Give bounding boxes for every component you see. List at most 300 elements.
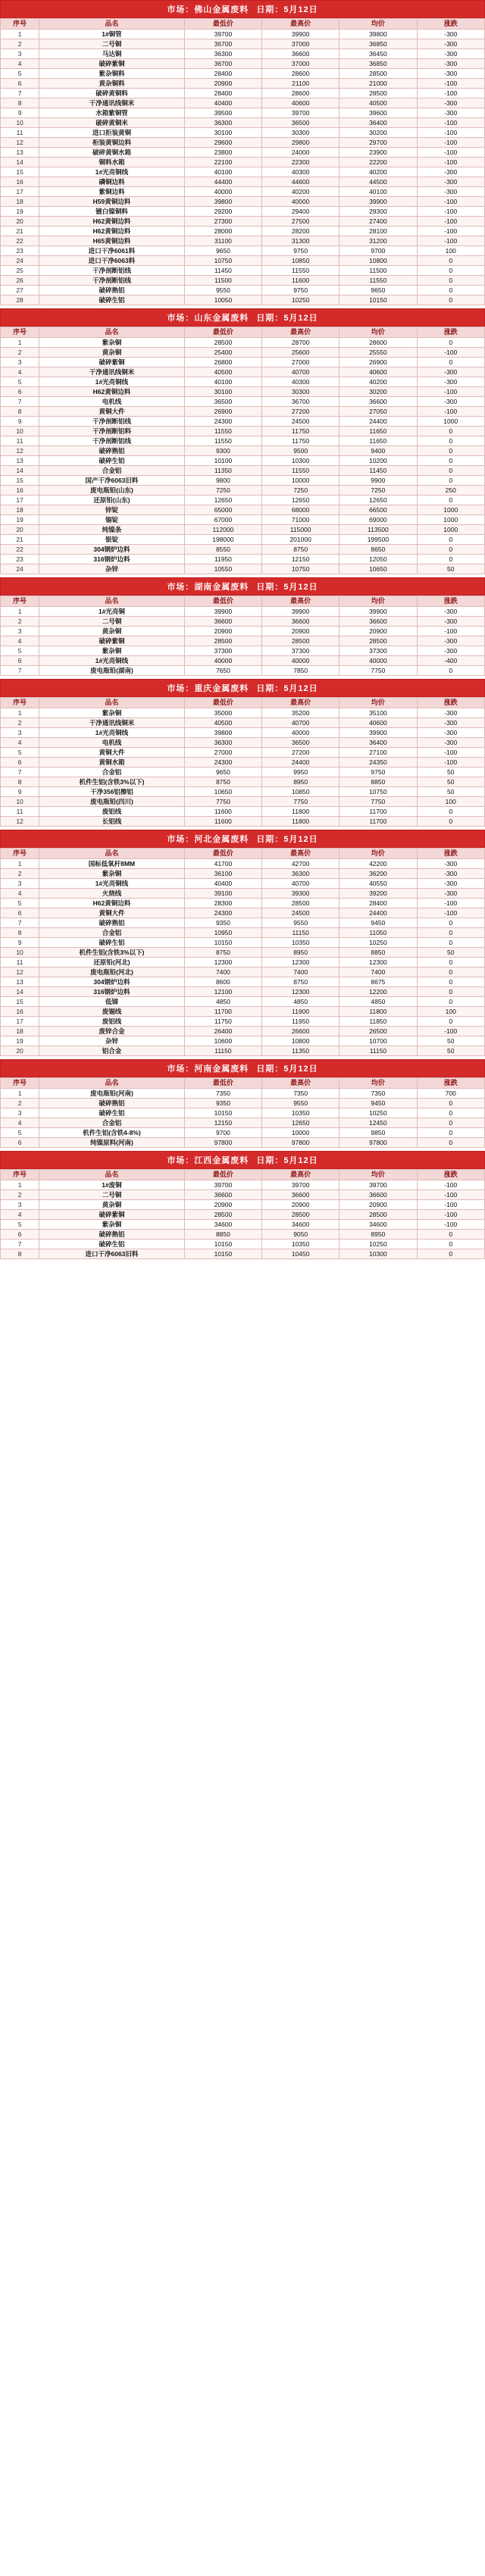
cell-low: 20900 <box>184 627 261 636</box>
cell-avg: 10650 <box>340 564 417 574</box>
cell-avg: 97800 <box>340 1138 417 1148</box>
date-value: 5月12日 <box>283 583 318 592</box>
cell-low: 11550 <box>184 436 261 446</box>
cell-name: 柜装黄铜边料 <box>39 138 185 148</box>
cell-chg: -300 <box>417 728 485 738</box>
cell-name: 破碎生铝 <box>39 1240 185 1249</box>
cell-idx: 8 <box>1 928 39 938</box>
cell-high: 31300 <box>262 236 340 246</box>
cell-name: 破碎熟铝 <box>39 286 185 295</box>
table-row <box>1 348 485 358</box>
cell-name: 合金铝 <box>39 928 185 938</box>
table-row <box>1 1138 485 1148</box>
table-row <box>1 338 485 348</box>
cell-chg: -100 <box>417 79 485 89</box>
cell-chg: -300 <box>417 879 485 889</box>
cell-high: 11600 <box>262 276 340 286</box>
market-name: 佛山金属废料 <box>194 5 249 14</box>
table-row <box>1 1200 485 1210</box>
cell-chg: -300 <box>417 607 485 617</box>
cell-high: 10250 <box>262 295 340 305</box>
cell-name: 黄铜大件 <box>39 908 185 918</box>
table-row <box>1 899 485 908</box>
cell-avg: 34600 <box>340 1220 417 1230</box>
market-section <box>0 1151 485 1259</box>
price-table <box>0 18 485 305</box>
cell-chg: 0 <box>417 1108 485 1118</box>
cell-avg: 35100 <box>340 708 417 718</box>
cell-name: 二号铜 <box>39 1190 185 1200</box>
cell-high: 4850 <box>262 997 340 1007</box>
cell-name: 二号铜 <box>39 617 185 627</box>
cell-name: 火烧线 <box>39 889 185 899</box>
cell-idx: 3 <box>1 1200 39 1210</box>
cell-avg: 39200 <box>340 889 417 899</box>
cell-name: 破碎生铝 <box>39 938 185 948</box>
cell-low: 9650 <box>184 246 261 256</box>
column-header: 最低价 <box>184 19 261 30</box>
cell-chg: 0 <box>417 938 485 948</box>
cell-name: 破碎黄铜米 <box>39 118 185 128</box>
table-row <box>1 276 485 286</box>
table-row <box>1 889 485 899</box>
cell-high: 36600 <box>262 1190 340 1200</box>
cell-name: 黄铜水箱 <box>39 758 185 767</box>
cell-avg: 10250 <box>340 938 417 948</box>
cell-low: 23800 <box>184 148 261 158</box>
cell-avg: 8650 <box>340 545 417 555</box>
table-row <box>1 236 485 246</box>
cell-chg: -300 <box>417 617 485 627</box>
cell-name: 1#光亮铜线 <box>39 879 185 889</box>
cell-name: 紫杂铜 <box>39 708 185 718</box>
cell-idx: 7 <box>1 918 39 928</box>
table-row <box>1 167 485 177</box>
cell-low: 12650 <box>184 496 261 505</box>
cell-low: 30100 <box>184 387 261 397</box>
cell-low: 40000 <box>184 187 261 197</box>
column-header: 涨跌 <box>417 1078 485 1089</box>
table-row <box>1 505 485 515</box>
cell-avg: 36600 <box>340 397 417 407</box>
cell-name: 1#铜管 <box>39 30 185 39</box>
market-label: 市场： <box>167 835 195 844</box>
cell-chg: -300 <box>417 167 485 177</box>
cell-name: 废电瓶铅(山东) <box>39 486 185 496</box>
table-row <box>1 797 485 807</box>
cell-name: 紫杂铜料 <box>39 69 185 79</box>
market-section <box>0 577 485 676</box>
cell-idx: 4 <box>1 889 39 899</box>
cell-name: 破碎黄铜料 <box>39 89 185 98</box>
cell-name: 低锑 <box>39 997 185 1007</box>
cell-idx: 8 <box>1 407 39 417</box>
cell-low: 7350 <box>184 1089 261 1099</box>
cell-avg: 27100 <box>340 748 417 758</box>
column-header: 均价 <box>340 849 417 859</box>
cell-high: 40000 <box>262 728 340 738</box>
cell-name: 银锭 <box>39 535 185 545</box>
cell-avg: 22200 <box>340 158 417 167</box>
table-row <box>1 987 485 997</box>
cell-chg: -300 <box>417 30 485 39</box>
table-row <box>1 627 485 636</box>
cell-high: 20900 <box>262 627 340 636</box>
table-row <box>1 1220 485 1230</box>
cell-high: 39300 <box>262 889 340 899</box>
column-header: 最高价 <box>262 596 340 607</box>
table-row <box>1 98 485 108</box>
table-row <box>1 738 485 748</box>
table-row <box>1 787 485 797</box>
cell-name: 干净剖断铝线 <box>39 436 185 446</box>
table-row <box>1 69 485 79</box>
cell-chg: 0 <box>417 466 485 476</box>
cell-high: 40700 <box>262 367 340 377</box>
table-row <box>1 928 485 938</box>
cell-chg: 0 <box>417 968 485 977</box>
cell-chg: 0 <box>417 476 485 486</box>
table-row <box>1 407 485 417</box>
cell-name: 304钢炉边料 <box>39 545 185 555</box>
table-row <box>1 545 485 555</box>
market-title <box>0 830 485 848</box>
cell-name: 废电瓶铅(河南) <box>39 1089 185 1099</box>
cell-name: 紫杂铜 <box>39 646 185 656</box>
cell-name: 磷铜边料 <box>39 177 185 187</box>
cell-avg: 40100 <box>340 187 417 197</box>
cell-avg: 28500 <box>340 1210 417 1220</box>
cell-high: 201000 <box>262 535 340 545</box>
table-row <box>1 466 485 476</box>
cell-idx: 4 <box>1 1210 39 1220</box>
price-table <box>0 327 485 574</box>
column-header: 品名 <box>39 698 185 708</box>
cell-chg: 50 <box>417 1046 485 1056</box>
cell-name: 破碎生铝 <box>39 295 185 305</box>
table-row <box>1 39 485 49</box>
cell-chg: 100 <box>417 246 485 256</box>
cell-name: 合金铝 <box>39 767 185 777</box>
table-row <box>1 1108 485 1118</box>
table-row <box>1 377 485 387</box>
cell-avg: 39600 <box>340 108 417 118</box>
cell-chg: -100 <box>417 1200 485 1210</box>
market-name: 重庆金属废料 <box>194 684 249 693</box>
cell-idx: 7 <box>1 1240 39 1249</box>
cell-name: 进口干净6063料 <box>39 256 185 266</box>
market-label: 市场： <box>167 583 195 592</box>
cell-chg: 0 <box>417 1118 485 1128</box>
cell-avg: 11700 <box>340 817 417 827</box>
cell-high: 11800 <box>262 817 340 827</box>
date-value: 5月12日 <box>283 5 318 14</box>
cell-idx: 8 <box>1 777 39 787</box>
cell-high: 28200 <box>262 227 340 236</box>
cell-avg: 11700 <box>340 807 417 817</box>
cell-avg: 12300 <box>340 958 417 968</box>
cell-high: 7850 <box>262 666 340 676</box>
table-row <box>1 767 485 777</box>
cell-name: 破碎紫铜 <box>39 358 185 367</box>
cell-chg: -300 <box>417 98 485 108</box>
cell-name: 1#光亮铜线 <box>39 377 185 387</box>
table-row <box>1 1007 485 1017</box>
cell-high: 8950 <box>262 948 340 958</box>
table-row <box>1 128 485 138</box>
cell-high: 12650 <box>262 496 340 505</box>
cell-avg: 39900 <box>340 728 417 738</box>
cell-low: 39900 <box>184 607 261 617</box>
table-header-row <box>1 327 485 338</box>
cell-avg: 8850 <box>340 948 417 958</box>
cell-chg: -100 <box>417 236 485 246</box>
table-row <box>1 525 485 535</box>
market-section <box>0 0 485 305</box>
cell-avg: 24400 <box>340 908 417 918</box>
cell-idx: 4 <box>1 59 39 69</box>
cell-chg: -100 <box>417 217 485 227</box>
cell-chg: 50 <box>417 1036 485 1046</box>
cell-high: 42700 <box>262 859 340 869</box>
cell-name: 破碎紫铜 <box>39 1210 185 1220</box>
cell-high: 21100 <box>262 79 340 89</box>
price-report-page <box>0 0 485 1259</box>
cell-avg: 20900 <box>340 627 417 636</box>
cell-idx: 1 <box>1 708 39 718</box>
cell-avg: 20900 <box>340 1200 417 1210</box>
cell-low: 9300 <box>184 446 261 456</box>
cell-name: 进口拒装黄铜 <box>39 128 185 138</box>
cell-idx: 8 <box>1 98 39 108</box>
cell-name: 1#光亮铜线 <box>39 728 185 738</box>
table-row <box>1 266 485 276</box>
cell-idx: 16 <box>1 1007 39 1017</box>
cell-low: 9800 <box>184 476 261 486</box>
cell-chg: 0 <box>417 286 485 295</box>
cell-low: 9550 <box>184 286 261 295</box>
cell-chg: 0 <box>417 338 485 348</box>
cell-idx: 19 <box>1 207 39 217</box>
cell-idx: 5 <box>1 899 39 908</box>
cell-idx: 25 <box>1 266 39 276</box>
cell-low: 40500 <box>184 367 261 377</box>
cell-chg: -100 <box>417 1180 485 1190</box>
cell-chg: 0 <box>417 817 485 827</box>
cell-idx: 3 <box>1 358 39 367</box>
cell-low: 10150 <box>184 1240 261 1249</box>
cell-name: 机件生铝(含铁3%以下) <box>39 777 185 787</box>
cell-avg: 26500 <box>340 1027 417 1036</box>
cell-name: 杂锌 <box>39 1036 185 1046</box>
cell-high: 36600 <box>262 49 340 59</box>
cell-avg: 36400 <box>340 118 417 128</box>
table-row <box>1 968 485 977</box>
cell-avg: 9700 <box>340 246 417 256</box>
cell-idx: 23 <box>1 246 39 256</box>
market-title <box>0 679 485 697</box>
cell-low: 40000 <box>184 656 261 666</box>
cell-idx: 3 <box>1 627 39 636</box>
cell-idx: 10 <box>1 948 39 958</box>
cell-idx: 9 <box>1 108 39 118</box>
cell-low: 37300 <box>184 646 261 656</box>
cell-chg: -300 <box>417 859 485 869</box>
cell-idx: 22 <box>1 545 39 555</box>
cell-low: 11350 <box>184 466 261 476</box>
cell-high: 36600 <box>262 617 340 627</box>
table-row <box>1 1027 485 1036</box>
market-name: 江西金属废料 <box>194 1156 249 1165</box>
market-title <box>0 577 485 596</box>
cell-high: 39900 <box>262 607 340 617</box>
cell-name: 破碎熟铝 <box>39 446 185 456</box>
cell-high: 10350 <box>262 938 340 948</box>
cell-low: 24300 <box>184 908 261 918</box>
table-header-row <box>1 1078 485 1089</box>
date-value: 5月12日 <box>283 835 318 844</box>
cell-avg: 69000 <box>340 515 417 525</box>
cell-idx: 4 <box>1 636 39 646</box>
cell-high: 97800 <box>262 1138 340 1148</box>
cell-avg: 7350 <box>340 1089 417 1099</box>
cell-chg: 0 <box>417 358 485 367</box>
cell-avg: 28100 <box>340 227 417 236</box>
cell-high: 7750 <box>262 797 340 807</box>
cell-chg: -100 <box>417 1190 485 1200</box>
cell-avg: 23900 <box>340 148 417 158</box>
cell-low: 36300 <box>184 738 261 748</box>
cell-avg: 9450 <box>340 1099 417 1108</box>
cell-avg: 12650 <box>340 496 417 505</box>
column-header: 品名 <box>39 19 185 30</box>
cell-low: 10600 <box>184 1036 261 1046</box>
cell-low: 4850 <box>184 997 261 1007</box>
market-section <box>0 679 485 827</box>
cell-high: 29800 <box>262 138 340 148</box>
market-name: 湖南金属废料 <box>194 583 249 592</box>
cell-name: 干净通讯线铜米 <box>39 718 185 728</box>
cell-high: 37300 <box>262 646 340 656</box>
cell-idx: 9 <box>1 417 39 427</box>
cell-chg: -100 <box>417 89 485 98</box>
cell-avg: 40000 <box>340 656 417 666</box>
cell-avg: 199500 <box>340 535 417 545</box>
cell-chg: 0 <box>417 545 485 555</box>
cell-name: 316钢炉边料 <box>39 555 185 564</box>
cell-high: 22300 <box>262 158 340 167</box>
cell-chg: 0 <box>417 446 485 456</box>
cell-avg: 7250 <box>340 486 417 496</box>
cell-idx: 19 <box>1 1036 39 1046</box>
cell-name: 破碎紫铜 <box>39 636 185 646</box>
cell-avg: 36850 <box>340 59 417 69</box>
cell-avg: 40500 <box>340 98 417 108</box>
cell-low: 10050 <box>184 295 261 305</box>
cell-avg: 37300 <box>340 646 417 656</box>
column-header: 最低价 <box>184 596 261 607</box>
cell-name: 电机线 <box>39 738 185 748</box>
cell-high: 8750 <box>262 545 340 555</box>
cell-idx: 7 <box>1 767 39 777</box>
cell-name: H59黄铜边料 <box>39 197 185 207</box>
cell-high: 25600 <box>262 348 340 358</box>
cell-avg: 40550 <box>340 879 417 889</box>
cell-idx: 4 <box>1 738 39 748</box>
cell-low: 20900 <box>184 79 261 89</box>
cell-idx: 10 <box>1 797 39 807</box>
cell-idx: 8 <box>1 1249 39 1259</box>
cell-high: 24500 <box>262 417 340 427</box>
cell-chg: 0 <box>417 1230 485 1240</box>
column-header: 品名 <box>39 1078 185 1089</box>
table-row <box>1 286 485 295</box>
cell-chg: 0 <box>417 256 485 266</box>
cell-avg: 11650 <box>340 436 417 446</box>
cell-low: 11500 <box>184 276 261 286</box>
cell-idx: 5 <box>1 377 39 387</box>
cell-chg: -300 <box>417 636 485 646</box>
cell-chg: -100 <box>417 128 485 138</box>
table-row <box>1 1249 485 1259</box>
cell-high: 11550 <box>262 266 340 276</box>
cell-name: 锡锭 <box>39 515 185 525</box>
cell-chg: 50 <box>417 564 485 574</box>
market-label: 市场： <box>167 1156 195 1165</box>
cell-avg: 28500 <box>340 69 417 79</box>
cell-idx: 20 <box>1 525 39 535</box>
cell-chg: -100 <box>417 138 485 148</box>
column-header: 序号 <box>1 19 39 30</box>
cell-chg: 0 <box>417 987 485 997</box>
cell-avg: 24350 <box>340 758 417 767</box>
cell-name: 破碎熟铝 <box>39 1099 185 1108</box>
cell-avg: 21000 <box>340 79 417 89</box>
cell-avg: 29700 <box>340 138 417 148</box>
cell-idx: 12 <box>1 817 39 827</box>
cell-chg: -100 <box>417 148 485 158</box>
column-header: 最高价 <box>262 849 340 859</box>
cell-chg: 0 <box>417 918 485 928</box>
cell-low: 24300 <box>184 758 261 767</box>
cell-high: 39900 <box>262 30 340 39</box>
table-row <box>1 636 485 646</box>
cell-avg: 7750 <box>340 797 417 807</box>
cell-chg: -100 <box>417 899 485 908</box>
column-header: 品名 <box>39 849 185 859</box>
cell-idx: 6 <box>1 908 39 918</box>
cell-chg: -100 <box>417 158 485 167</box>
cell-low: 24300 <box>184 417 261 427</box>
cell-low: 10100 <box>184 456 261 466</box>
cell-avg: 12450 <box>340 1118 417 1128</box>
cell-idx: 3 <box>1 1108 39 1118</box>
cell-idx: 6 <box>1 1230 39 1240</box>
cell-avg: 10250 <box>340 1108 417 1118</box>
cell-idx: 24 <box>1 256 39 266</box>
cell-avg: 28500 <box>340 89 417 98</box>
cell-avg: 8850 <box>340 777 417 787</box>
cell-high: 10850 <box>262 256 340 266</box>
cell-chg: -300 <box>417 367 485 377</box>
cell-avg: 36450 <box>340 49 417 59</box>
column-header: 涨跌 <box>417 596 485 607</box>
cell-name: 废锡线 <box>39 1007 185 1017</box>
market-name: 山东金属废料 <box>194 314 249 323</box>
cell-avg: 30200 <box>340 128 417 138</box>
cell-avg: 66500 <box>340 505 417 515</box>
cell-name: 干净356铝擦铝 <box>39 787 185 797</box>
